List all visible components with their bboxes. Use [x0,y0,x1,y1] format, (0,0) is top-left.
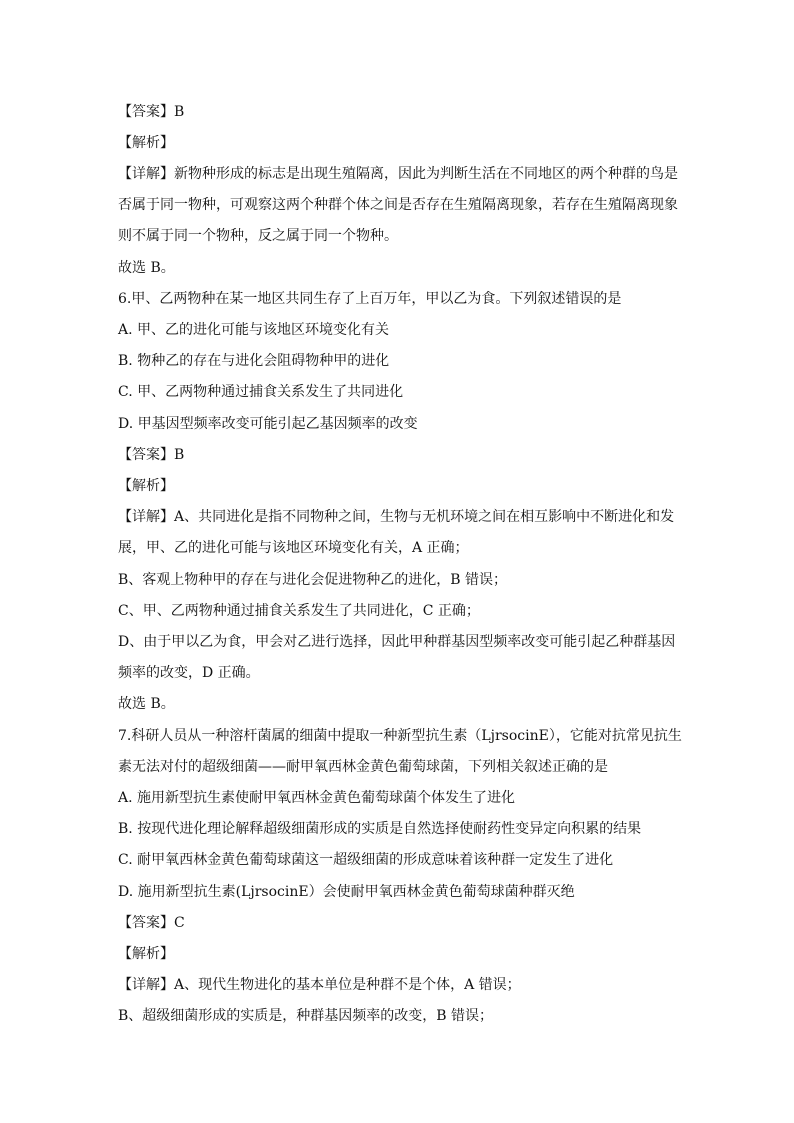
question-7-option-d: D. 施用新型抗生素(LjrsocinE）会使耐甲氧西林金黄色葡萄球菌种群灭绝 [118,884,575,900]
answer-label-q5: 【答案】B [118,104,185,120]
conclusion-line: 故选 B。 [118,260,175,276]
question-7-option-a: A. 施用新型抗生素使耐甲氧西林金黄色葡萄球菌个体发生了进化 [118,790,516,806]
analysis-label-q7: 【解析】 [118,946,174,962]
question-7-option-c: C. 耐甲氧西林金黄色葡萄球菌这一超级细菌的形成意味着该种群一定发生了进化 [118,852,614,868]
answer-label-q6: 【答案】B [118,447,185,463]
explanation-line: D、由于甲以乙为食，甲会对乙进行选择，因此甲种群基因型频率改变可能引起乙种群基因 [118,634,676,650]
question-6-option-a: A. 甲、乙的进化可能与该地区环境变化有关 [118,322,390,338]
explanation-line: B、客观上物种甲的存在与进化会促进物种乙的进化，B 错误； [118,572,508,588]
explanation-line: 【详解】A、共同进化是指不同物种之间，生物与无机环境之间在相互影响中不断进化和发 [118,509,675,525]
question-7-stem: 素无法对付的超级细菌——耐甲氧西林金黄色葡萄球菌，下列相关叙述正确的是 [118,759,608,775]
explanation-line: 否属于同一物种，可观察这两个种群个体之间是否存在生殖隔离现象，若存在生殖隔离现象 [118,197,678,213]
question-6-option-b: B. 物种乙的存在与进化会阻碍物种甲的进化 [118,353,390,369]
answer-label-q7: 【答案】C [118,915,185,931]
conclusion-line: 故选 B。 [118,696,175,712]
question-6-option-d: D. 甲基因型频率改变可能引起乙基因频率的改变 [118,416,418,432]
explanation-line: B、超级细菌形成的实质是，种群基因频率的改变，B 错误； [118,1008,494,1024]
question-6-option-c: C. 甲、乙两物种通过捕食关系发生了共同进化 [118,384,404,400]
question-6-stem: 6.甲、乙两物种在某一地区共同生存了上百万年，甲以乙为食。下列叙述错误的是 [118,291,622,307]
question-7-stem: 7.科研人员从一种溶杆菌属的细菌中提取一种新型抗生素（LjrsocinE），它能对抗常见抗生 [118,728,682,744]
analysis-label-q5: 【解析】 [118,135,174,151]
analysis-label-q6: 【解析】 [118,478,174,494]
explanation-line: 展，甲、乙的进化可能与该地区环境变化有关，A 正确； [118,540,469,556]
explanation-line: 则不属于同一个物种，反之属于同一个物种。 [118,228,398,244]
explanation-line: 频率的改变，D 正确。 [118,665,260,681]
explanation-line: 【详解】新物种形成的标志是出现生殖隔离，因此为判断生活在不同地区的两个种群的鸟是 [118,166,678,182]
explanation-line: C、甲、乙两物种通过捕食关系发生了共同进化，C 正确； [118,603,480,619]
explanation-line: 【详解】A、现代生物进化的基本单位是种群不是个体，A 错误； [118,977,521,993]
question-7-option-b: B. 按现代进化理论解释超级细菌形成的实质是自然选择使耐药性变异定向积累的结果 [118,821,642,837]
